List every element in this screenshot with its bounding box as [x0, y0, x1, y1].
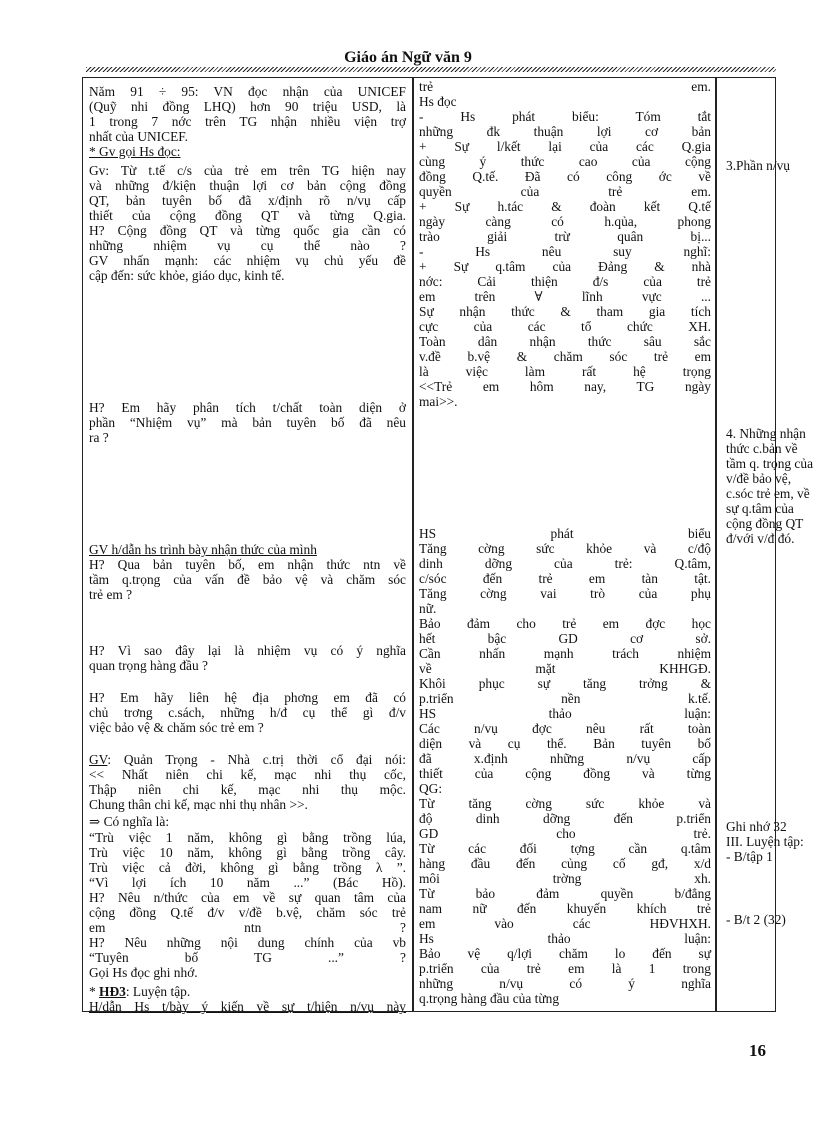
unicef-paragraph — [89, 84, 406, 144]
text-line: tầm q. trọng của — [726, 456, 814, 471]
text-line: nam nữ đến khuyến khích trẻ — [419, 901, 711, 916]
text-line: c.sóc trẻ em, về — [726, 486, 810, 501]
text-line: chủ trơng c.sách, những h/đ cụ thể gì đ/v — [89, 705, 406, 720]
text-line: quyền của trẻ em. — [419, 184, 711, 199]
text-line: Toàn dân nhận thức sâu sắc — [419, 334, 711, 349]
text-line: GD cho trẻ. — [419, 826, 711, 841]
text-line: nữ. — [419, 601, 437, 616]
text-line: thiết của cộng đồng và từng — [419, 766, 711, 781]
text-line: nớc: Cải thiện đ/s của trẻ — [419, 274, 711, 289]
text-line: H? Cộng đồng QT và từng quốc gia cần có — [89, 223, 406, 238]
text-line: ngày càng có h.qủa, phong — [419, 214, 711, 229]
text-line: trẻ em. — [419, 79, 711, 94]
text-line: cùng ý thức cao của cộng — [419, 154, 711, 169]
text-line: Gv: Từ t.tế c/s của trẻ em trên TG hiện nay — [89, 163, 406, 178]
text-line: v/đề bảo vệ, — [726, 471, 792, 486]
text-line: <<Trẻ em hôm nay, TG ngày — [419, 379, 711, 394]
text-line: H? Vì sao đây lại là nhiệm vụ có ý nghĩa — [89, 643, 406, 658]
text-line: quan trọng hàng đầu ? — [89, 658, 208, 673]
text-line: đ/với v/đ đó. — [726, 531, 795, 546]
text-line: H? Nêu những nội dung chính của vb — [89, 935, 406, 950]
text-line: + Sự q.tâm của Đảng & nhà — [419, 259, 711, 274]
lesson-outline-column — [717, 78, 814, 1011]
text-line: Tăng cờng vai trò của phụ — [419, 586, 711, 601]
text-line: trào giải trừ quân bị... — [419, 229, 711, 244]
text-line: Trù việc cả đời, không gì bằng trồng λ ”. — [89, 860, 406, 875]
text-line: p.triển nền k.tế. — [419, 691, 711, 706]
page-header-title: Giáo án Ngữ văn 9 — [344, 49, 472, 66]
text-line: cộng đồng Q.tế đ/v v/đề b.vệ, chăm sóc trẻ — [89, 905, 406, 920]
text-line: cập đến: sức khỏe, giáo dục, kinh tế. — [89, 268, 285, 283]
text-line: diện và cụ thể. Bản tuyên bố — [419, 736, 711, 751]
text-line: môi trờng xh. — [419, 871, 711, 886]
implies-arrow-icon: ⇒ — [89, 814, 101, 829]
text-line: Gọi Hs đọc ghi nhớ. — [89, 965, 198, 980]
text-line: c/sóc đến trẻ em tàn tật. — [419, 571, 711, 586]
text-line: Từ tăng cờng sức khỏe và — [419, 796, 711, 811]
text-line: GV nhấn mạnh: các nhiệm vụ chủ yếu đề — [89, 253, 406, 268]
lesson-table — [82, 77, 814, 1014]
teacher-activity-column — [83, 78, 414, 1014]
text-line: Các n/vụ đợc nêu rất toàn — [419, 721, 711, 736]
text-line: p.triển của trẻ em là 1 trong — [419, 961, 711, 976]
activity-3-heading: * HĐ3: Luyện tập. — [89, 984, 191, 999]
text-line: (Quỹ nhi đồng LHQ) hơn 90 triệu USD, là — [89, 99, 406, 114]
text-line: và những đ/kiện thuận lợi cơ bản cộng đồng — [89, 178, 406, 193]
text-line: H? Qua bản tuyên bố, em nhận thức ntn về — [89, 557, 406, 572]
text-line: Hs thảo luận: — [419, 931, 711, 946]
text-line: hàng đầu đến củng cố gđ, x/d — [419, 856, 711, 871]
text-line: là việc làm rất hệ trọng — [419, 364, 711, 379]
text-line: H? Em hãy liên hệ địa phơng em đã có — [89, 690, 406, 705]
text-line: những n/vụ có ý nghĩa — [419, 976, 711, 991]
text-line: + Sự h.tác & đoàn kết Q.tế — [419, 199, 711, 214]
outline-section-3: 3.Phần n/vụ — [726, 158, 790, 173]
header-divider — [86, 67, 776, 72]
text-line: em ntn ? — [89, 920, 406, 935]
quote-translation-block — [89, 830, 406, 980]
text-line: đồng Q.tế. Đã có công ớc về — [419, 169, 711, 184]
text-line: H? Nêu n/thức của em về sự quan tâm của — [89, 890, 406, 905]
activity-3-instruction: H/dẫn Hs t/bày ý kiến về sự t/hiện n/vụ này — [89, 999, 406, 1014]
text-line: Năm 91 ÷ 95: VN đọc nhận của UNICEF — [89, 84, 406, 99]
text-line: H? Em hãy phân tích t/chất toàn diện ở — [89, 400, 406, 415]
meaning-line: ⇒ Có nghĩa là: — [89, 814, 170, 829]
text-line: QT, bản tuyên bố đã x/định rõ n/vụ cấp — [89, 193, 406, 208]
text-line: nhất của UNICEF. — [89, 129, 188, 144]
task-questions-block — [89, 163, 406, 283]
text-line: hết bậc GD cơ sở. — [419, 631, 711, 646]
text-line: em trên ∀ lĩnh vực ... — [419, 289, 711, 304]
student-responses-1 — [419, 109, 711, 409]
outline-section-4 — [726, 426, 814, 546]
student-reading — [419, 79, 711, 109]
text-line: tầm q.trọng của vấn đề bảo vệ và chăm sóc — [89, 572, 406, 587]
text-line: - Hs nêu suy nghĩ: — [419, 244, 711, 259]
text-line: Bảo vệ q/lợi chăm lo đến sự — [419, 946, 711, 961]
text-line: q.trọng hàng đầu của từng — [419, 991, 560, 1006]
text-line: Tăng cờng sức khỏe và c/độ — [419, 541, 711, 556]
text-line: 1 trong 7 nớc trên TG nhận nhiều viện trợ — [89, 114, 406, 129]
text-line: - B/tập 1 — [726, 849, 773, 864]
text-line: thiết của cộng đồng QT và từng Q.gia. — [89, 208, 406, 223]
gv-guide-note: GV h/dẫn hs trình bày nhận thức của mình — [89, 542, 317, 557]
text-line: Cần nhấn mạnh trách nhiệm — [419, 646, 711, 661]
text-line: Sự nhận thức & tham gia tích — [419, 304, 711, 319]
text-line: việc bảo vệ & chăm sóc trẻ em ? — [89, 720, 264, 735]
text-line: về mặt KHHGĐ. — [419, 661, 711, 676]
text-line: “Vì lợi ích 10 năm ...” (Bác Hồ). — [89, 875, 406, 890]
text-line: Bảo đảm cho trẻ em đợc học — [419, 616, 711, 631]
text-line: QG: — [419, 781, 443, 796]
page-number: 16 — [749, 1041, 766, 1060]
question-local — [89, 690, 406, 735]
text-line: “Tuyên bố TG ...” ? — [89, 950, 406, 965]
text-line: Hs đọc — [419, 94, 457, 109]
outline-exercise-2: - B/t 2 (32) — [726, 912, 786, 927]
text-line: dinh dỡng của trẻ: Q.tâm, — [419, 556, 711, 571]
text-line: những đk thuận lợi cơ bản — [419, 124, 711, 139]
text-line: sự q.tâm của — [726, 501, 794, 516]
gv-instruction: * Gv gọi Hs đọc: — [89, 144, 181, 159]
outline-practice — [726, 819, 804, 864]
text-line: phần “Nhiệm vụ” mà bản tuyên bố đã nêu — [89, 415, 406, 430]
text-line: trẻ em ? — [89, 587, 133, 602]
text-line: HS phát biểu — [419, 526, 711, 541]
text-line: đã x.định những n/vụ cấp — [419, 751, 711, 766]
text-line: Từ bảo đảm quyền b/đẳng — [419, 886, 711, 901]
text-line: Từ các đối tợng cần q.tâm — [419, 841, 711, 856]
text-line: em vào các HĐVHXH. — [419, 916, 711, 931]
text-line: ra ? — [89, 430, 109, 445]
question-awareness — [89, 557, 406, 602]
question-importance — [89, 643, 406, 673]
text-line: + Sự l/kết lại của các Q.gia — [419, 139, 711, 154]
text-line: cộng đồng QT — [726, 516, 804, 531]
text-line: thức c.bản về — [726, 441, 798, 456]
text-line: HS thảo luận: — [419, 706, 711, 721]
text-line: v.đề b.vệ & chăm sóc trẻ em — [419, 349, 711, 364]
text-line: cực của các tổ chức XH. — [419, 319, 711, 334]
text-line: độ dinh dỡng đến p.triển — [419, 811, 711, 826]
text-line: Trù việc 10 năm, không gì bằng trồng cây. — [89, 845, 406, 860]
text-line: 4. Những nhận — [726, 426, 806, 441]
text-line: Ghi nhớ 32 — [726, 819, 787, 834]
text-line: III. Luyện tập: — [726, 834, 804, 849]
student-activity-column — [414, 78, 717, 1011]
gv-quote-block: GV: Quản Trọng - Nhà c.trị thời cổ đại nói: << Nhất niên chi kế, mạc nhi thụ cốc, Thập niên chi kế, mạc nhi thụ mộc. Chung thân chi kế, mạc nhi thụ nhân >>. — [89, 752, 406, 812]
text-line: Khôi phục sự tăng trởng & — [419, 676, 711, 691]
text-line: những nhiệm vụ cụ thể nào ? — [89, 238, 406, 253]
question-analyze-tasks — [89, 400, 406, 445]
text-line: - Hs phát biểu: Tóm tắt — [419, 109, 711, 124]
text-line: mai>>. — [419, 394, 458, 409]
text-line: “Trù việc 1 năm, không gì bằng trồng lúa, — [89, 830, 406, 845]
student-responses-2 — [419, 526, 711, 1006]
